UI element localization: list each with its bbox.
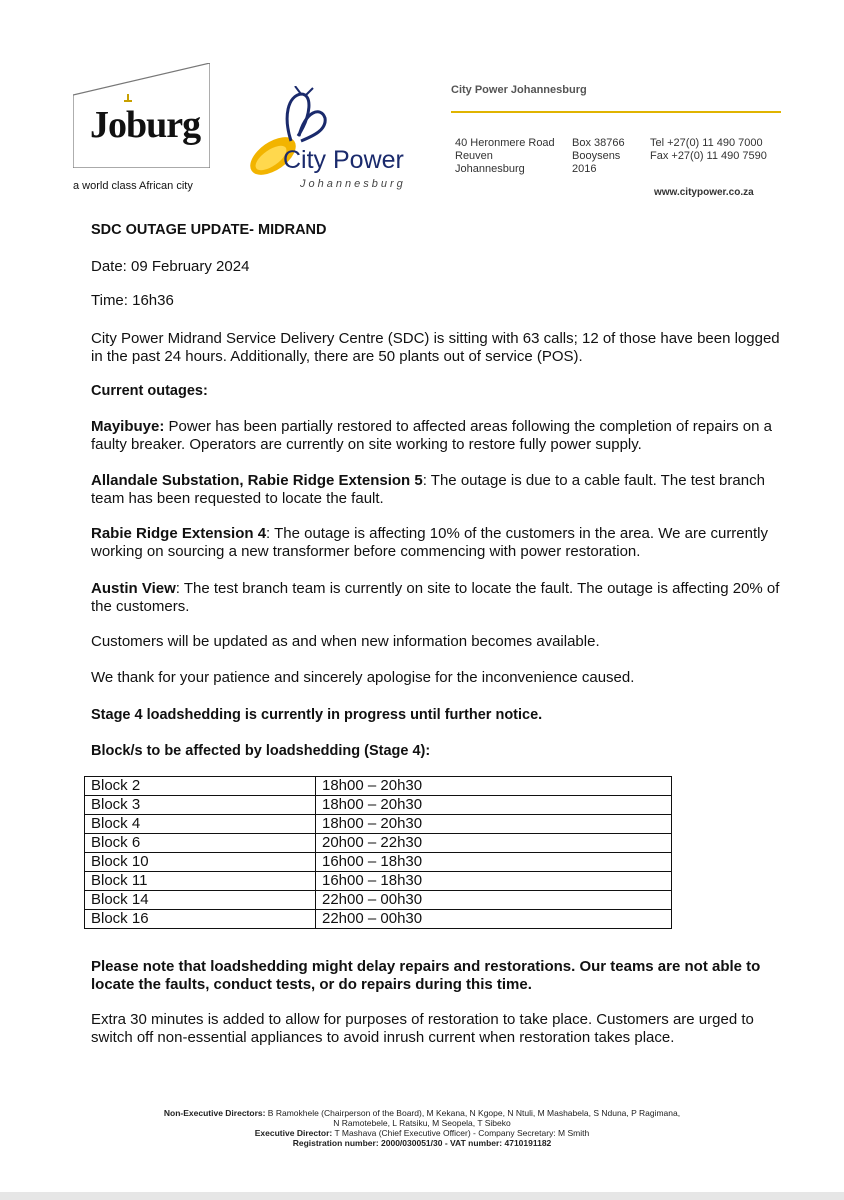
joburg-logo: Joburg bbox=[90, 104, 201, 146]
outage-item bbox=[91, 472, 791, 508]
outage-area: Mayibuye: bbox=[91, 418, 165, 435]
address-line: Reuven bbox=[455, 150, 493, 162]
ned-label: Non-Executive Directors: bbox=[163, 1108, 266, 1118]
table-row bbox=[85, 815, 672, 834]
outage-item bbox=[91, 525, 791, 561]
address-street bbox=[455, 137, 555, 176]
time-cell: 18h00 – 20h30 bbox=[316, 777, 672, 796]
table-row bbox=[85, 872, 672, 891]
joburg-crown-icon bbox=[121, 94, 135, 108]
block-cell: Block 16 bbox=[85, 910, 316, 929]
exec-label: Executive Director: bbox=[254, 1128, 333, 1138]
ned-list: B Ramokhele (Chairperson of the Board), M Kekana, N Kgope, N Ntuli, M Mashabela, S Nduna, P Ragimana, bbox=[265, 1108, 681, 1118]
city-power-logo-text: City Power bbox=[283, 146, 404, 174]
outage-text: : The test branch team is currently on site to locate the fault. The outage is affecting 20% of the customers. bbox=[91, 580, 780, 615]
table-row bbox=[85, 891, 672, 910]
document-time: Time: 16h36 bbox=[91, 292, 174, 309]
block-cell: Block 2 bbox=[85, 777, 316, 796]
block-cell: Block 10 bbox=[85, 853, 316, 872]
block-cell: Block 11 bbox=[85, 872, 316, 891]
outage-area: Allandale Substation, Rabie Ridge Extension 5 bbox=[91, 472, 423, 489]
table-row bbox=[85, 834, 672, 853]
address-line: 2016 bbox=[572, 163, 597, 175]
intro-paragraph: City Power Midrand Service Delivery Centre (SDC) is sitting with 63 calls; 12 of those have been logged in the past 24 hours. Additionally, there are 50 plants out of service (POS). bbox=[91, 330, 780, 365]
time-cell: 22h00 – 00h30 bbox=[316, 910, 672, 929]
block-cell: Block 4 bbox=[85, 815, 316, 834]
joburg-tagline: a world class African city bbox=[73, 180, 193, 192]
loadshedding-warning: Please note that loadshedding might delay repairs and restorations. Our teams are not able to locate the faults, conduct tests, or do repairs during this time. bbox=[91, 958, 761, 993]
website-link[interactable]: www.citypower.co.za bbox=[654, 187, 754, 198]
address-box bbox=[572, 137, 625, 176]
update-note: Customers will be updated as and when new information becomes available. bbox=[91, 633, 600, 650]
document-title: SDC OUTAGE UPDATE- MIDRAND bbox=[91, 222, 327, 238]
current-outages-heading: Current outages: bbox=[91, 383, 208, 399]
outage-text: : The outage is due to a cable fault. The test branch team has been requested to locate the fault. bbox=[91, 472, 765, 507]
table-row bbox=[85, 853, 672, 872]
table-row bbox=[85, 777, 672, 796]
time-cell: 16h00 – 18h30 bbox=[316, 872, 672, 891]
block-cell: Block 3 bbox=[85, 796, 316, 815]
time-cell: 20h00 – 22h30 bbox=[316, 834, 672, 853]
time-cell: 18h00 – 20h30 bbox=[316, 815, 672, 834]
address-line: 40 Heronmere Road bbox=[455, 137, 555, 149]
outage-item bbox=[91, 418, 791, 454]
city-power-logo-subtext: Johannesburg bbox=[300, 178, 406, 190]
table-row bbox=[85, 796, 672, 815]
page-edge bbox=[0, 1192, 844, 1200]
stage-note: Stage 4 loadshedding is currently in progress until further notice. bbox=[91, 707, 543, 723]
reg-label: Registration number: bbox=[292, 1138, 379, 1148]
fax-number: Fax +27(0) 11 490 7590 bbox=[650, 150, 767, 162]
phone-number: Tel +27(0) 11 490 7000 bbox=[650, 137, 763, 149]
table-row bbox=[85, 910, 672, 929]
thanks-note: We thank for your patience and sincerely apologise for the inconvenience caused. bbox=[91, 669, 635, 686]
letterhead-divider bbox=[451, 111, 781, 113]
contact-numbers bbox=[650, 137, 767, 163]
time-cell: 18h00 – 20h30 bbox=[316, 796, 672, 815]
outage-area: Austin View bbox=[91, 580, 176, 597]
company-name: City Power Johannesburg bbox=[451, 84, 587, 96]
blocks-heading: Block/s to be affected by loadshedding (Stage 4): bbox=[91, 743, 431, 759]
outage-item bbox=[91, 580, 791, 616]
extra-time-note: Extra 30 minutes is added to allow for purposes of restoration to take place. Customers are urged to switch off non-essential appliances to avoid inrush current when restoration takes place. bbox=[91, 1011, 754, 1046]
block-cell: Block 6 bbox=[85, 834, 316, 853]
outage-area: Rabie Ridge Extension 4 bbox=[91, 525, 267, 542]
document-footer bbox=[0, 1108, 844, 1148]
block-cell: Block 14 bbox=[85, 891, 316, 910]
loadshedding-blocks-table bbox=[84, 776, 672, 929]
address-line: Johannesburg bbox=[455, 163, 525, 175]
address-line: Booysens bbox=[572, 150, 621, 162]
outage-text: : The outage is affecting 10% of the customers in the area. We are currently working on sourcing a new transformer before commencing with power restoration. bbox=[91, 525, 768, 560]
outage-text: Power has been partially restored to affected areas following the completion of repairs on a faulty breaker. Operators are currently on site working to restore fully power supply. bbox=[91, 418, 772, 453]
time-cell: 16h00 – 18h30 bbox=[316, 853, 672, 872]
reg-text: 2000/030051/30 - VAT number: 4710191182 bbox=[378, 1138, 552, 1148]
time-cell: 22h00 – 00h30 bbox=[316, 891, 672, 910]
ned-list-cont: N Ramotebele, L Ratsiku, M Seopela, T Sibeko bbox=[333, 1118, 511, 1128]
document-date: Date: 09 February 2024 bbox=[91, 258, 250, 275]
exec-text: T Mashava (Chief Executive Officer) - Company Secretary: M Smith bbox=[332, 1128, 590, 1138]
address-line: Box 38766 bbox=[572, 137, 625, 149]
